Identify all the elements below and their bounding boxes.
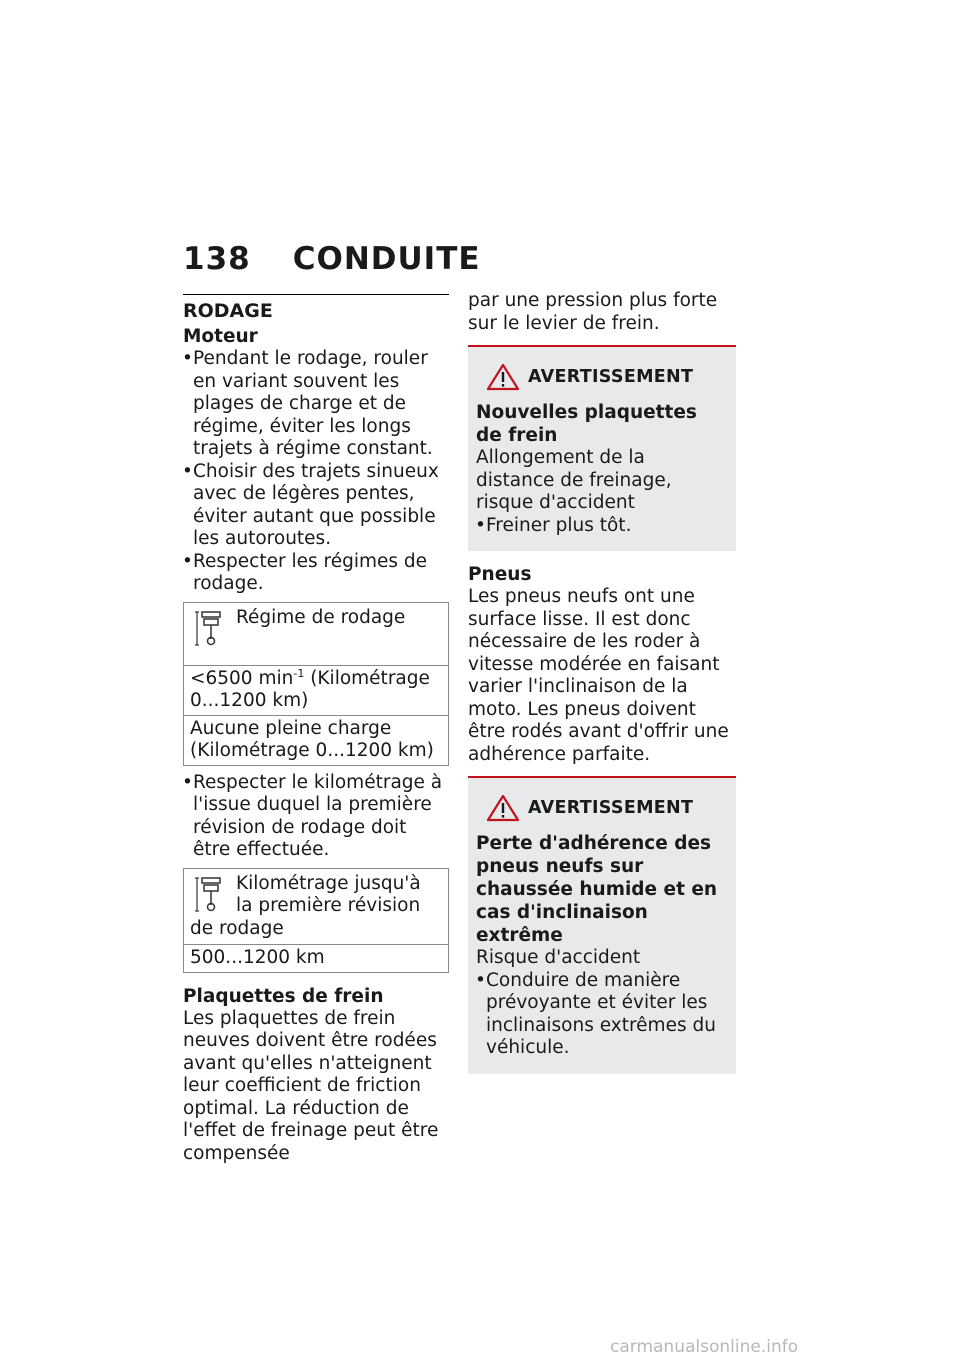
warning-triangle-icon	[486, 363, 520, 391]
warning-box-pneus	[468, 776, 736, 1074]
watermark: carmanualsonline.info	[610, 1337, 799, 1357]
right-column	[468, 290, 736, 1074]
spec-table-kilometrage	[183, 868, 449, 973]
spec-header	[184, 603, 448, 665]
warning-box-plaquettes	[468, 345, 736, 551]
warning-text: Allongement de la distance de freinage, risque d'accident	[476, 447, 672, 513]
warning-label-text: AVERTISSEMENT	[528, 797, 694, 818]
moteur-bullets	[183, 348, 449, 596]
spec-table-regime	[183, 602, 449, 766]
spec-header	[184, 869, 448, 945]
list-item: • Respecter les régimes de rodage.	[183, 551, 449, 596]
warning-bullets	[476, 515, 728, 538]
list-item: • Choisir des trajets sinueux avec de légères pentes, éviter autant que possible les autoroutes.	[183, 461, 449, 551]
spec-header-text: Régime de rodage	[236, 606, 406, 628]
warning-bullets	[476, 970, 728, 1060]
plaquettes-title: Plaquettes de frein	[183, 985, 384, 1007]
moteur-title: Moteur	[183, 326, 258, 347]
spec-row	[184, 665, 448, 715]
list-item: • Respecter le kilométrage à l'issue duquel la première révision de rodage doit être effectuée.	[183, 772, 449, 862]
continuation-text: par une pression plus forte sur le levier de frein.	[468, 290, 718, 334]
warning-title: Perte d'adhérence des pneus neufs sur chaussée humide et en cas d'inclinaison extrême	[476, 833, 718, 946]
left-column	[183, 294, 449, 1165]
spec-exponent: -1	[293, 666, 305, 680]
list-item: • Pendant le rodage, rouler en variant souvent les plages de charge et de régime, éviter les longs trajets à régime constant.	[183, 348, 449, 461]
spec-value: <6500 min	[190, 667, 294, 689]
pneus-text: Les pneus neufs ont une surface lisse. Il est donc nécessaire de les roder à vitesse modérée en faisant varier l'inclinaison de la moto. Les pneus doivent être rodés avant d'offrir une adhérence parfaite.	[468, 586, 729, 765]
spec-row: Aucune pleine charge (Kilométrage 0...1200 km)	[184, 715, 448, 765]
list-item: • Conduire de manière prévoyante et éviter les inclinaisons extrêmes du véhicule.	[476, 970, 728, 1060]
warning-label	[486, 363, 728, 391]
warning-label	[486, 794, 728, 822]
section-title: RODAGE	[183, 300, 273, 322]
warning-label-text: AVERTISSEMENT	[528, 366, 694, 387]
spec-row: 500...1200 km	[184, 944, 448, 972]
warning-title: Nouvelles plaquettes de frein	[476, 402, 697, 446]
spec-header-text: Kilométrage jusqu'à la première révision de rodage	[190, 872, 421, 939]
section-rodage	[183, 294, 449, 348]
list-item: • Freiner plus tôt.	[476, 515, 728, 538]
page-header	[183, 240, 481, 278]
engine-spec-icon	[194, 609, 228, 647]
chapter-title: CONDUITE	[292, 241, 481, 277]
pneus-title: Pneus	[468, 564, 532, 585]
page-number: 138	[183, 241, 251, 277]
warning-text: Risque d'accident	[476, 947, 641, 968]
kilometrage-bullets	[183, 772, 449, 862]
plaquettes-text: Les plaquettes de frein neuves doivent être rodées avant qu'elles n'atteignent leur coefficient de friction optimal. La réduction de l'effet de freinage peut être compensée	[183, 1007, 439, 1164]
warning-triangle-icon	[486, 794, 520, 822]
spec-value-detail: (Kilométrage 0...1200 km)	[190, 667, 430, 711]
engine-spec-icon	[194, 875, 228, 913]
